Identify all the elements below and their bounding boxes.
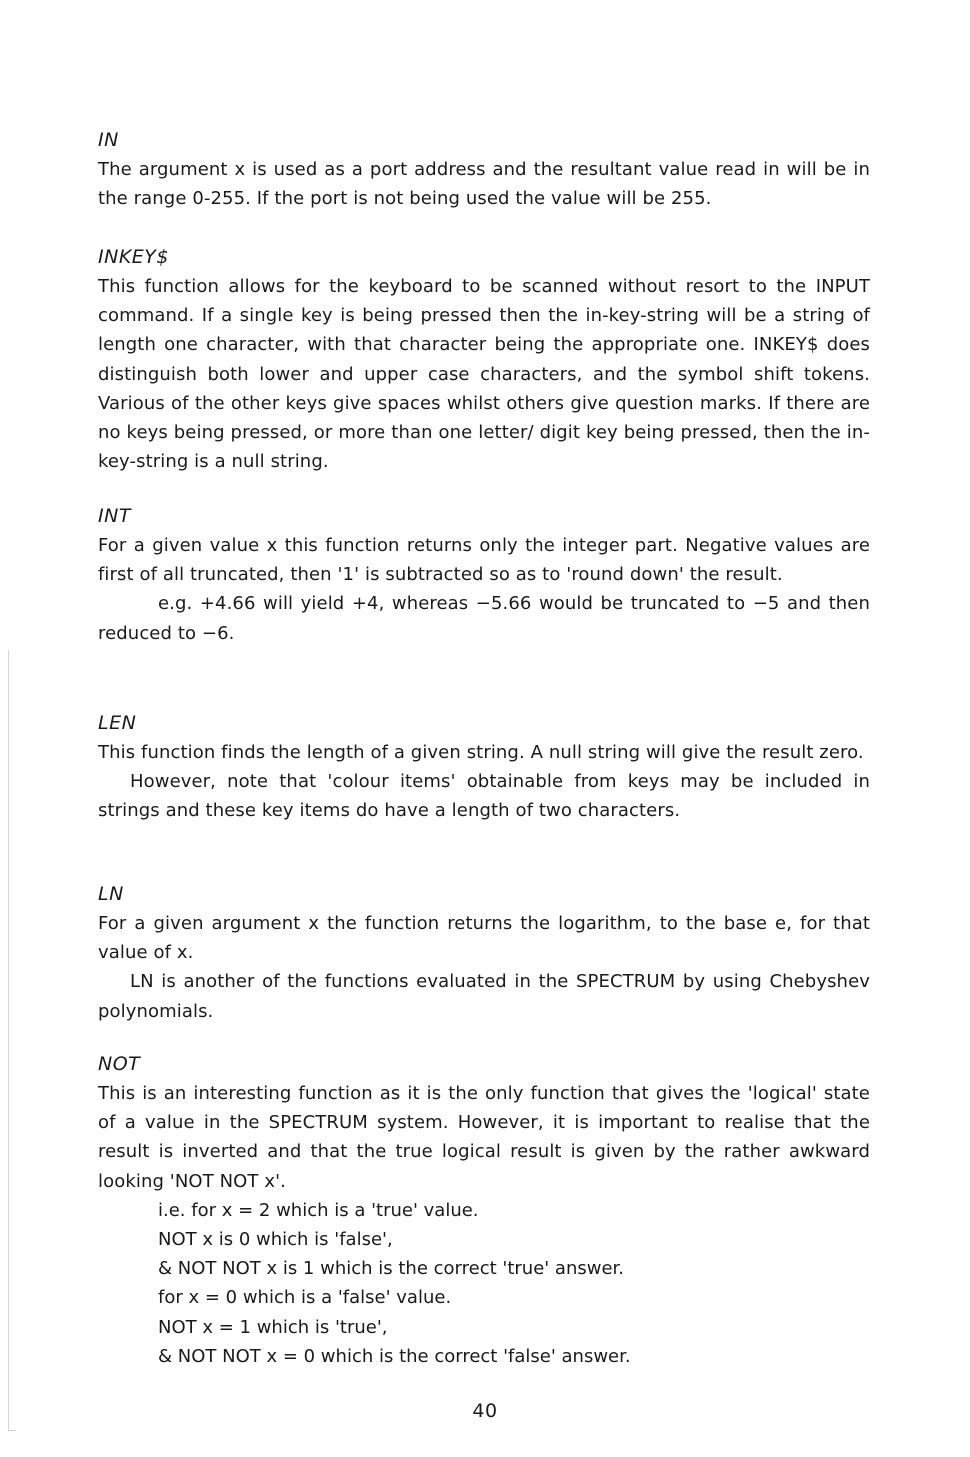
section-not-example-line: i.e. for x = 2 which is a 'true' value. — [158, 1199, 479, 1221]
section-not-example-line: for x = 0 which is a 'false' value. — [158, 1287, 452, 1309]
section-inkeys-paragraph: This function allows for the keyboard to be scanned without resort to the INPUT command. If a single key is being pressed then the in-key-string will be a string of length one character, with that character being the appropriate one. INKEY$ does distinguish both lower and upper case characters, and the symbol shift tokens. Various of the other keys give spaces whilst others give question marks. If there are no keys being pressed, or more than one letter/ digit key being pressed, then the in-key-string is a null string. — [98, 276, 870, 473]
section-in — [98, 126, 870, 213]
section-not-paragraph: This is an interesting function as it is the only function that gives the 'logical' state of a value in the SPECTRUM system. However, it is important to realise that the result is inverted and that the true logical result is given by the rather awkward looking 'NOT NOT x'. — [98, 1083, 870, 1192]
section-not-example-line: NOT x = 1 which is 'true', — [158, 1316, 388, 1338]
section-heading-int: INT — [98, 505, 131, 527]
section-len-note: However, note that 'colour items' obtainable from keys may be included in strings and these key items do have a length of two characters. — [98, 771, 870, 822]
section-ln — [98, 880, 870, 1026]
section-int — [98, 502, 870, 648]
section-heading-in: IN — [98, 129, 119, 151]
section-int-paragraph: For a given value x this function returns only the integer part. Negative values are first of all truncated, then '1' is subtracted so as to 'round down' the result. — [98, 535, 870, 586]
section-ln-paragraph: For a given argument x the function returns the logarithm, to the base e, for that value of x. — [98, 913, 870, 964]
section-not-example-line: & NOT NOT x = 0 which is the correct 'false' answer. — [158, 1345, 631, 1367]
section-heading-len: LEN — [98, 712, 137, 734]
section-len — [98, 709, 870, 826]
section-not-example-line: NOT x is 0 which is 'false', — [158, 1229, 393, 1251]
section-int-example: e.g. +4.66 will yield +4, whereas −5.66 would be truncated to −5 and then reduced to −6. — [98, 593, 870, 644]
section-heading-ln: LN — [98, 883, 124, 905]
section-not — [98, 1050, 870, 1371]
section-heading-inkeys: INKEY$ — [98, 246, 169, 268]
section-len-paragraph: This function finds the length of a given string. A null string will give the result zero. — [98, 742, 864, 763]
section-in-paragraph: The argument x is used as a port address and the resultant value read in will be in the range 0-255. If the port is not being used the value will be 255. — [98, 159, 870, 210]
page-edge-shadow — [8, 650, 9, 1430]
section-ln-note: LN is another of the functions evaluated in the SPECTRUM by using Chebyshev polynomials. — [98, 971, 870, 1022]
section-heading-not: NOT — [98, 1053, 141, 1075]
section-inkeys — [98, 243, 870, 476]
section-not-example-line: & NOT NOT x is 1 which is the correct 'true' answer. — [158, 1258, 625, 1280]
page-number: 40 — [472, 1400, 498, 1422]
page-corner-mark — [8, 1430, 16, 1431]
